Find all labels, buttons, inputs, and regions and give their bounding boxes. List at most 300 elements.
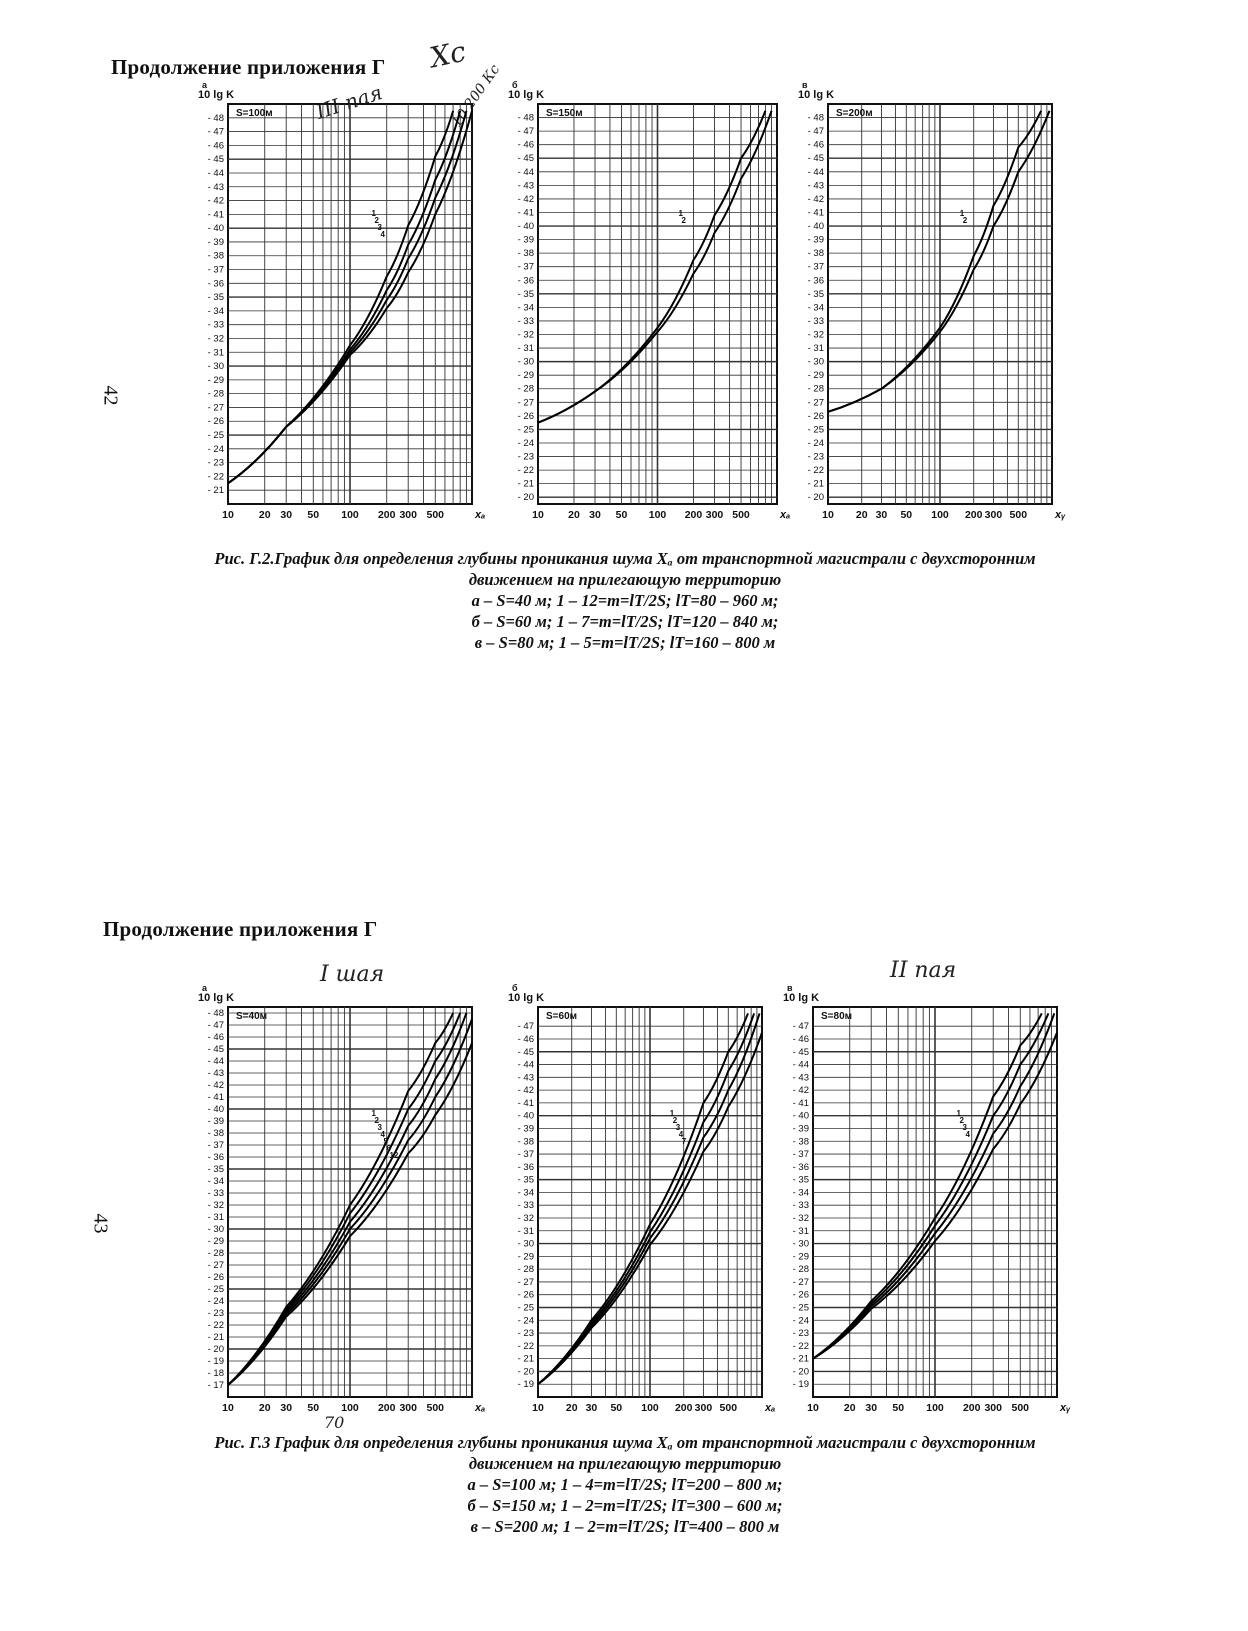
curve-label: 2 xyxy=(962,216,968,225)
y-tick-label: - 45 xyxy=(807,153,824,165)
caption-line: б – S=150 м; 1 – 2=m=lT/2S; lT=300 – 600 м; xyxy=(467,1496,783,1515)
chart-g3-c xyxy=(775,985,1075,1425)
caption-line: а – S=100 м; 1 – 4=m=lT/2S; lT=200 – 800 м; xyxy=(467,1475,783,1494)
y-tick-label: - 23 xyxy=(792,1328,809,1340)
x-tick-label: 50 xyxy=(307,509,320,521)
y-tick-label: - 19 xyxy=(517,1379,534,1391)
x-tick-label: 300 xyxy=(705,509,724,521)
y-tick-label: - 36 xyxy=(207,278,224,290)
x-tick-label: 200 xyxy=(674,1402,693,1414)
y-tick-label: - 44 xyxy=(792,1059,809,1071)
y-tick-label: - 47 xyxy=(807,126,824,138)
y-tick-label: - 48 xyxy=(207,1008,224,1019)
page-43-heading: Продолжение приложения Г xyxy=(103,917,378,941)
caption-line: Рис. Г.3 График для определения глубины проникания шума Xₐ от транспортной магистрали с двухсторонним xyxy=(214,1433,1036,1452)
y-tick-label: - 36 xyxy=(517,275,534,287)
y-tick-label: - 38 xyxy=(517,248,534,260)
x-tick-label: 300 xyxy=(399,509,417,521)
curve-label: 1 xyxy=(956,1109,961,1119)
series-line xyxy=(228,1013,466,1385)
x-tick-label: 500 xyxy=(732,509,750,521)
handwritten-note-xc: Хс xyxy=(426,34,469,75)
x-tick-label: 10 xyxy=(532,509,544,521)
y-tick-label: - 26 xyxy=(517,1289,534,1301)
x-tick-label: 20 xyxy=(843,1402,856,1414)
x-tick-label: 200 xyxy=(684,509,703,521)
y-tick-label: - 21 xyxy=(517,478,534,490)
y-tick-label: - 32 xyxy=(807,329,824,341)
y-tick-label: - 26 xyxy=(807,410,824,422)
y-tick-label: - 19 xyxy=(207,1356,224,1367)
y-tick-label: - 47 xyxy=(517,126,534,138)
x-tick-label: 500 xyxy=(1009,509,1028,521)
curve-label: 1 xyxy=(371,1109,376,1119)
y-tick-label: - 48 xyxy=(517,112,534,124)
y-tick-label: - 28 xyxy=(207,388,224,400)
caption-line: Рис. Г.2.График для определения глубины проникания шума Xₐ от транспортной магистрали с двухсторонним xyxy=(214,549,1036,568)
x-tick-label: 50 xyxy=(615,509,628,521)
y-tick-label: - 39 xyxy=(517,1123,534,1135)
chart-g2-c xyxy=(790,82,1070,532)
handwritten-note-2: 10 200 Кс xyxy=(448,61,504,131)
y-tick-label: - 20 xyxy=(517,492,534,504)
y-tick-label: - 35 xyxy=(207,1164,224,1175)
x-tick-label: 30 xyxy=(280,509,293,521)
curve-label: 12 xyxy=(389,1151,399,1161)
curve-label: 7 xyxy=(681,1137,687,1147)
y-tick-label: - 21 xyxy=(207,485,224,497)
y-tick-label: - 24 xyxy=(517,437,534,449)
y-tick-label: - 28 xyxy=(792,1264,809,1276)
y-tick-label: - 32 xyxy=(207,333,224,345)
chart-g2-b xyxy=(500,82,795,532)
y-tick-label: - 35 xyxy=(807,288,824,300)
panel-note: S=60м xyxy=(546,1011,578,1022)
y-tick-label: - 44 xyxy=(807,166,824,178)
y-tick-label: - 39 xyxy=(807,234,824,246)
chart-g3-b xyxy=(500,985,780,1425)
y-tick-label: - 25 xyxy=(207,430,224,442)
y-tick-label: - 20 xyxy=(207,1344,224,1355)
y-tick-label: - 24 xyxy=(207,1296,224,1307)
y-axis-label: 10 lg K xyxy=(798,89,835,101)
y-tick-label: - 42 xyxy=(517,193,534,205)
y-tick-label: - 33 xyxy=(207,319,224,331)
y-tick-label: - 44 xyxy=(517,166,534,178)
y-tick-label: - 28 xyxy=(517,1264,534,1276)
y-tick-label: - 47 xyxy=(207,1020,224,1031)
y-tick-label: - 48 xyxy=(207,112,224,124)
y-tick-label: - 26 xyxy=(792,1289,809,1301)
y-axis-label: 10 lg K xyxy=(198,992,235,1004)
y-tick-label: - 32 xyxy=(207,1200,224,1211)
x-tick-label: 20 xyxy=(855,509,868,521)
y-tick-label: - 47 xyxy=(792,1021,809,1033)
y-tick-label: - 34 xyxy=(517,1187,534,1199)
y-tick-label: - 22 xyxy=(207,471,224,483)
y-tick-label: - 30 xyxy=(517,356,534,368)
curve-label: 6 xyxy=(386,1144,391,1154)
handwritten-note-1: III пая xyxy=(312,80,386,124)
curve-label: 5 xyxy=(383,1137,388,1147)
y-axis-label: 10 lg K xyxy=(783,992,820,1004)
y-tick-label: - 30 xyxy=(517,1238,534,1250)
x-axis-label: xᵧ xyxy=(1055,509,1066,521)
y-tick-label: - 46 xyxy=(807,139,824,151)
y-tick-label: - 36 xyxy=(792,1161,809,1173)
y-tick-label: - 31 xyxy=(807,343,824,355)
y-tick-label: - 32 xyxy=(517,329,534,341)
y-tick-label: - 37 xyxy=(207,264,224,276)
y-tick-label: - 22 xyxy=(517,465,534,477)
y-tick-label: - 34 xyxy=(207,1176,224,1187)
y-tick-label: - 41 xyxy=(517,207,534,219)
panel-note: S=100м xyxy=(236,108,273,119)
x-tick-label: 300 xyxy=(399,1402,417,1414)
y-tick-label: - 46 xyxy=(517,139,534,151)
y-tick-label: - 24 xyxy=(807,437,824,449)
y-axis-label: 10 lg K xyxy=(198,89,235,101)
y-tick-label: - 39 xyxy=(207,1116,224,1127)
y-tick-label: - 29 xyxy=(517,1251,534,1263)
y-tick-label: - 42 xyxy=(517,1085,534,1097)
x-tick-label: 20 xyxy=(565,1402,578,1414)
y-tick-label: - 20 xyxy=(807,492,824,504)
curve-label: 4 xyxy=(380,230,385,239)
y-tick-label: - 33 xyxy=(792,1200,809,1212)
y-tick-label: - 40 xyxy=(792,1110,809,1122)
page-number-43: 43 xyxy=(89,1213,112,1234)
curve-label: 2 xyxy=(681,216,686,225)
x-tick-label: 100 xyxy=(931,509,949,521)
y-tick-label: - 30 xyxy=(807,356,824,368)
y-tick-label: - 37 xyxy=(792,1149,809,1161)
y-tick-label: - 29 xyxy=(207,1236,224,1247)
y-tick-label: - 17 xyxy=(207,1380,224,1391)
y-tick-label: - 27 xyxy=(517,1276,534,1288)
y-tick-label: - 31 xyxy=(207,347,224,359)
y-tick-label: - 35 xyxy=(207,292,224,304)
y-tick-label: - 31 xyxy=(517,1225,534,1237)
y-tick-label: - 33 xyxy=(517,1200,534,1212)
y-tick-label: - 33 xyxy=(807,315,824,327)
y-tick-label: - 35 xyxy=(517,1174,534,1186)
handwritten-note-4: II пая xyxy=(890,958,957,983)
curve-label: 1 xyxy=(371,209,376,218)
y-tick-label: - 29 xyxy=(792,1251,809,1263)
y-tick-label: - 27 xyxy=(807,397,824,409)
handwritten-note-5: 70 xyxy=(324,1413,345,1432)
y-tick-label: - 33 xyxy=(207,1188,224,1199)
y-tick-label: - 20 xyxy=(517,1366,534,1378)
caption-line: в – S=80 м; 1 – 5=m=lT/2S; lT=160 – 800 м xyxy=(474,633,776,652)
y-tick-label: - 45 xyxy=(517,1046,534,1058)
y-tick-label: - 41 xyxy=(207,209,224,221)
y-tick-label: - 21 xyxy=(807,478,824,490)
curve-label: 3 xyxy=(675,1123,681,1133)
x-tick-label: 20 xyxy=(258,509,271,521)
y-tick-label: - 40 xyxy=(517,221,534,233)
y-tick-label: - 37 xyxy=(517,261,534,273)
caption-line: движением на прилегающую территорию xyxy=(468,570,782,589)
y-tick-label: - 27 xyxy=(207,1260,224,1271)
curve-label: 3 xyxy=(377,1123,382,1133)
y-tick-label: - 40 xyxy=(207,223,224,235)
curve-label: 2 xyxy=(672,1116,678,1126)
x-tick-label: 30 xyxy=(875,509,888,521)
y-tick-label: - 22 xyxy=(792,1340,809,1352)
y-tick-label: - 28 xyxy=(207,1248,224,1259)
curve-label: 2 xyxy=(374,1116,379,1126)
y-tick-label: - 45 xyxy=(792,1046,809,1058)
x-tick-label: 10 xyxy=(222,1402,234,1414)
y-tick-label: - 41 xyxy=(792,1097,809,1109)
x-tick-label: 300 xyxy=(984,1402,1002,1414)
y-tick-label: - 37 xyxy=(517,1149,534,1161)
y-tick-label: - 21 xyxy=(207,1332,224,1343)
y-tick-label: - 23 xyxy=(207,457,224,469)
x-tick-label: 50 xyxy=(892,1402,905,1414)
y-tick-label: - 30 xyxy=(207,361,224,373)
y-tick-label: - 46 xyxy=(792,1033,809,1045)
panel-letter: б xyxy=(512,80,518,90)
x-axis-label: xₐ xyxy=(475,509,486,521)
panel-letter: в xyxy=(802,80,808,90)
x-tick-label: 10 xyxy=(532,1402,544,1414)
series-line xyxy=(538,1013,748,1384)
y-tick-label: - 44 xyxy=(207,1056,224,1067)
y-tick-label: - 45 xyxy=(207,1044,224,1055)
y-tick-label: - 25 xyxy=(517,424,534,436)
y-tick-label: - 20 xyxy=(792,1366,809,1378)
y-tick-label: - 40 xyxy=(807,221,824,233)
y-tick-label: - 28 xyxy=(517,383,534,395)
y-tick-label: - 46 xyxy=(517,1033,534,1045)
curve-label: 1 xyxy=(678,209,683,218)
x-tick-label: 50 xyxy=(900,509,913,521)
y-tick-label: - 25 xyxy=(807,424,824,436)
y-tick-label: - 41 xyxy=(807,207,824,219)
y-tick-label: - 30 xyxy=(207,1224,224,1235)
y-tick-label: - 43 xyxy=(517,1072,534,1084)
series-line xyxy=(228,1013,453,1385)
y-tick-label: - 21 xyxy=(792,1353,809,1365)
x-tick-label: 100 xyxy=(341,1402,359,1414)
y-tick-label: - 45 xyxy=(207,154,224,166)
page-42-heading: Продолжение приложения Г xyxy=(111,55,386,79)
y-tick-label: - 34 xyxy=(807,302,824,314)
x-tick-label: 500 xyxy=(426,509,445,521)
x-tick-label: 10 xyxy=(807,1402,819,1414)
x-tick-label: 30 xyxy=(585,1402,598,1414)
caption-line: а – S=40 м; 1 – 12=m=lT/2S; lT=80 – 960 м; xyxy=(471,591,779,610)
x-tick-label: 500 xyxy=(426,1402,445,1414)
x-tick-label: 10 xyxy=(822,509,834,521)
curve-label: 1 xyxy=(959,209,965,218)
y-tick-label: - 43 xyxy=(792,1072,809,1084)
y-tick-label: - 42 xyxy=(807,193,824,205)
y-tick-label: - 29 xyxy=(207,374,224,386)
y-tick-label: - 26 xyxy=(517,410,534,422)
x-tick-label: 50 xyxy=(610,1402,623,1414)
y-tick-label: - 31 xyxy=(207,1212,224,1223)
x-axis-label: xᵧ xyxy=(1060,1402,1071,1414)
y-tick-label: - 31 xyxy=(792,1225,809,1237)
chart-g2-a xyxy=(190,82,490,532)
y-tick-label: - 28 xyxy=(807,383,824,395)
y-tick-label: - 25 xyxy=(792,1302,809,1314)
panel-note: S=40м xyxy=(236,1011,268,1022)
y-tick-label: - 38 xyxy=(807,248,824,260)
curve-label: 4 xyxy=(965,1130,970,1140)
x-tick-label: 200 xyxy=(377,509,396,521)
x-tick-label: 500 xyxy=(719,1402,738,1414)
y-tick-label: - 19 xyxy=(792,1379,809,1391)
x-tick-label: 10 xyxy=(222,509,234,521)
x-tick-label: 300 xyxy=(694,1402,713,1414)
y-tick-label: - 41 xyxy=(207,1092,224,1103)
y-tick-label: - 43 xyxy=(207,1068,224,1079)
y-tick-label: - 33 xyxy=(517,315,534,327)
y-tick-label: - 46 xyxy=(207,1032,224,1043)
y-tick-label: - 29 xyxy=(807,370,824,382)
y-tick-label: - 47 xyxy=(207,126,224,138)
y-tick-label: - 29 xyxy=(517,370,534,382)
y-tick-label: - 24 xyxy=(207,443,224,455)
x-axis-label: xₐ xyxy=(780,509,791,521)
x-tick-label: 300 xyxy=(984,509,1003,521)
panel-note: S=150м xyxy=(546,108,583,119)
y-tick-label: - 31 xyxy=(517,343,534,355)
x-axis-label: xₐ xyxy=(765,1402,776,1414)
panel-note: S=80м xyxy=(821,1011,853,1022)
y-tick-label: - 23 xyxy=(517,451,534,463)
y-tick-label: - 35 xyxy=(517,288,534,300)
panel-letter: а xyxy=(202,80,208,90)
y-tick-label: - 43 xyxy=(517,180,534,192)
caption-line: б – S=60 м; 1 – 7=m=lT/2S; lT=120 – 840 м; xyxy=(471,612,779,631)
y-tick-label: - 40 xyxy=(207,1104,224,1115)
x-tick-label: 100 xyxy=(641,1402,659,1414)
y-tick-label: - 38 xyxy=(792,1136,809,1148)
y-tick-label: - 35 xyxy=(792,1174,809,1186)
caption-line: движением на прилегающую территорию xyxy=(468,1454,782,1473)
y-tick-label: - 44 xyxy=(207,167,224,179)
y-tick-label: - 36 xyxy=(517,1161,534,1173)
y-tick-label: - 22 xyxy=(807,465,824,477)
y-tick-label: - 43 xyxy=(807,180,824,192)
y-tick-label: - 43 xyxy=(207,181,224,193)
y-tick-label: - 23 xyxy=(207,1308,224,1319)
x-tick-label: 200 xyxy=(964,509,983,521)
x-tick-label: 30 xyxy=(280,1402,293,1414)
figure-caption-g3 xyxy=(60,1432,1190,1537)
y-tick-label: - 22 xyxy=(517,1340,534,1352)
curve-label: 3 xyxy=(962,1123,967,1133)
x-tick-label: 20 xyxy=(568,509,580,521)
y-tick-label: - 38 xyxy=(207,250,224,262)
x-tick-label: 500 xyxy=(1011,1402,1030,1414)
curve-label: 1 xyxy=(669,1109,675,1119)
y-tick-label: - 27 xyxy=(792,1276,809,1288)
panel-letter: а xyxy=(202,983,208,993)
y-tick-label: - 30 xyxy=(792,1238,809,1250)
y-tick-label: - 24 xyxy=(792,1315,809,1327)
y-tick-label: - 25 xyxy=(517,1302,534,1314)
y-tick-label: - 41 xyxy=(517,1097,534,1109)
series-line xyxy=(538,1013,760,1384)
x-tick-label: 20 xyxy=(258,1402,271,1414)
y-tick-label: - 39 xyxy=(207,236,224,248)
x-tick-label: 200 xyxy=(377,1402,396,1414)
y-axis-label: 10 lg K xyxy=(508,992,545,1004)
y-tick-label: - 39 xyxy=(792,1123,809,1135)
y-tick-label: - 38 xyxy=(517,1136,534,1148)
x-tick-label: 50 xyxy=(307,1402,320,1414)
page-number-42: 42 xyxy=(99,385,122,406)
curve-label: 2 xyxy=(959,1116,964,1126)
caption-line: в – S=200 м; 1 – 2=m=lT/2S; lT=400 – 800 м xyxy=(470,1517,780,1536)
panel-note: S=200м xyxy=(836,108,873,119)
y-tick-label: - 38 xyxy=(207,1128,224,1139)
y-tick-label: - 18 xyxy=(207,1368,224,1379)
y-tick-label: - 48 xyxy=(807,112,824,124)
x-tick-label: 100 xyxy=(648,509,667,521)
y-tick-label: - 39 xyxy=(517,234,534,246)
y-tick-label: - 37 xyxy=(807,261,824,273)
y-tick-label: - 25 xyxy=(207,1284,224,1295)
x-axis-label: xₐ xyxy=(475,1402,486,1414)
y-tick-label: - 37 xyxy=(207,1140,224,1151)
x-tick-label: 30 xyxy=(589,509,601,521)
y-tick-label: - 42 xyxy=(792,1085,809,1097)
y-tick-label: - 27 xyxy=(517,397,534,409)
panel-letter: в xyxy=(787,983,793,993)
x-tick-label: 100 xyxy=(341,509,359,521)
y-tick-label: - 23 xyxy=(807,451,824,463)
y-axis-label: 10 lg K xyxy=(508,89,545,101)
y-tick-label: - 46 xyxy=(207,140,224,152)
y-tick-label: - 22 xyxy=(207,1320,224,1331)
y-tick-label: - 40 xyxy=(517,1110,534,1122)
y-tick-label: - 42 xyxy=(207,195,224,207)
y-tick-label: - 26 xyxy=(207,416,224,428)
x-tick-label: 30 xyxy=(865,1402,878,1414)
y-tick-label: - 32 xyxy=(792,1212,809,1224)
x-tick-label: 200 xyxy=(962,1402,981,1414)
y-tick-label: - 34 xyxy=(792,1187,809,1199)
y-tick-label: - 45 xyxy=(517,153,534,165)
y-tick-label: - 32 xyxy=(517,1212,534,1224)
figure-caption-g2 xyxy=(60,548,1190,653)
y-tick-label: - 21 xyxy=(517,1353,534,1365)
x-tick-label: 100 xyxy=(926,1402,944,1414)
y-tick-label: - 36 xyxy=(807,275,824,287)
y-tick-label: - 27 xyxy=(207,402,224,414)
curve-label: 4 xyxy=(380,1130,385,1140)
y-tick-label: - 34 xyxy=(517,302,534,314)
y-tick-label: - 42 xyxy=(207,1080,224,1091)
handwritten-note-3: I шая xyxy=(320,962,385,987)
curve-label: 3 xyxy=(377,223,382,232)
y-tick-label: - 44 xyxy=(517,1059,534,1071)
y-tick-label: - 47 xyxy=(517,1021,534,1033)
chart-g3-a xyxy=(190,985,490,1425)
panel-letter: б xyxy=(512,983,518,993)
y-tick-label: - 24 xyxy=(517,1315,534,1327)
curve-label: 4 xyxy=(678,1130,684,1140)
y-tick-label: - 34 xyxy=(207,305,224,317)
